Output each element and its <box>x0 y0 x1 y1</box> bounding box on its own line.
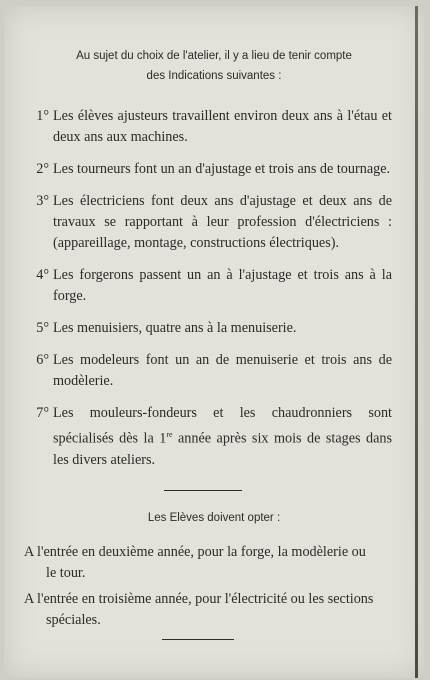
list-item <box>18 318 392 339</box>
item-number: 7° <box>36 405 49 421</box>
item-text: Les menuisiers, quatre ans à la menuiserie. <box>53 320 297 336</box>
item-number: 4° <box>36 267 49 283</box>
list-item <box>18 159 392 180</box>
options-heading: Les Elèves doivent opter : <box>147 512 281 524</box>
list-item <box>18 350 392 392</box>
item-text-end: année après six mois de stages dans les divers ateliers. <box>53 430 392 468</box>
item-text <box>53 403 392 471</box>
closing-divider <box>162 639 234 640</box>
list-item <box>18 106 392 148</box>
item-text: Les forgerons passent un an à l'ajustage et trois ans à la forge. <box>53 267 392 304</box>
item-number: 1° <box>36 108 49 124</box>
item-text-start: Les mouleurs-fondeurs et les chaudronniers sont spécialisés dès la 1 <box>53 405 392 447</box>
list-item <box>18 403 392 471</box>
item-number: 2° <box>36 161 49 177</box>
intro-line-1: Au sujet du choix de l'atelier, il y a lieu de tenir compte <box>76 50 352 62</box>
options-list <box>22 542 378 636</box>
item-number: 3° <box>36 193 49 209</box>
item-number: 5° <box>36 320 49 336</box>
list-item <box>18 265 392 307</box>
intro-text <box>34 46 394 86</box>
section-divider <box>164 490 242 491</box>
option-entry: A l'entrée en deuxième année, pour la forge, la modèlerie ou le tour. <box>24 544 366 581</box>
item-text: Les élèves ajusteurs travaillent environ deux ans à l'étau et deux ans aux machines. <box>53 108 392 145</box>
item-number: 6° <box>36 352 49 368</box>
ordinal-superscript: re <box>166 430 173 439</box>
item-text: Les modeleurs font un an de menuiserie et trois ans de modèlerie. <box>53 352 392 389</box>
item-text: Les tourneurs font un an d'ajustage et trois ans de tournage. <box>53 161 391 177</box>
page-edge-border <box>415 6 418 678</box>
document-page <box>4 6 424 678</box>
intro-line-2: des Indications suivantes : <box>146 70 282 82</box>
list-item <box>18 191 392 254</box>
workshop-list <box>18 106 392 482</box>
item-text: Les électriciens font deux ans d'ajustage et deux ans de travaux se rapportant à leur profession d'électriciens : (appareillage, montage, constructions électriques). <box>53 193 392 251</box>
option-entry: A l'entrée en troisième année, pour l'électricité ou les sections spéciales. <box>24 591 374 628</box>
